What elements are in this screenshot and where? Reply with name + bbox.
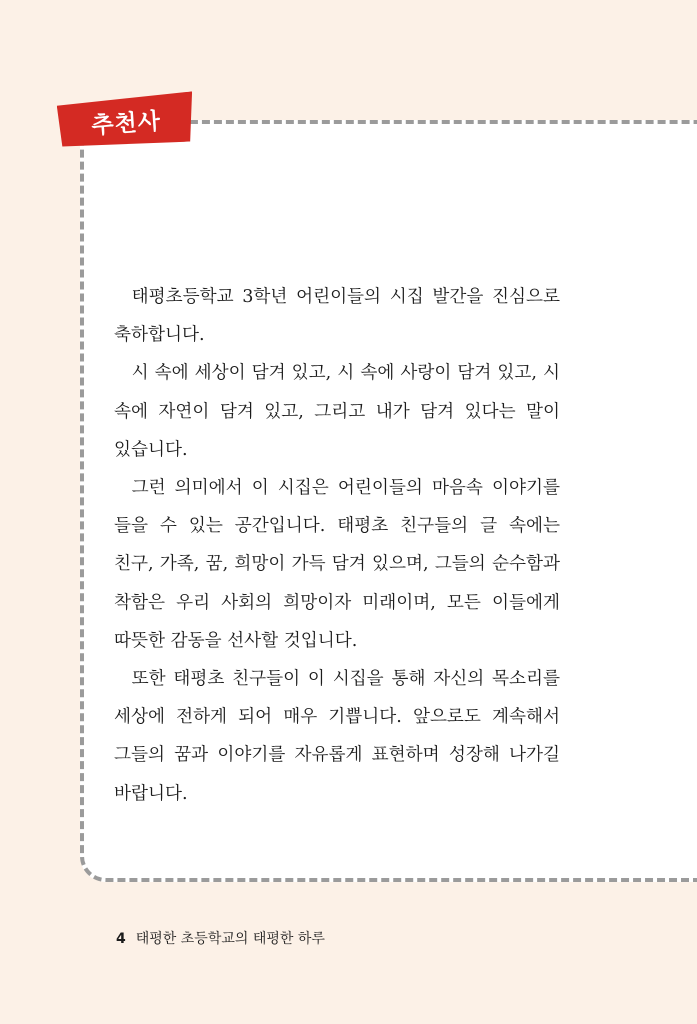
paragraph-2: 시 속에 세상이 담겨 있고, 시 속에 사랑이 담겨 있고, 시 속에 자연이 담겨 있고, 그리고 내가 담겨 있다는 말이 있습니다. bbox=[114, 363, 560, 460]
recommendation-text bbox=[114, 278, 560, 813]
section-tab bbox=[56, 91, 195, 150]
paragraph-1: 태평초등학교 3학년 어린이들의 시집 발간을 진심으로 축하합니다. bbox=[114, 287, 560, 346]
paragraph-3: 그런 의미에서 이 시집은 어린이들의 마음속 이야기를 들을 수 있는 공간입니다. 태평초 친구들의 글 속에는 친구, 가족, 꿈, 희망이 가득 담겨 있으며, 그들의 순수함과 착함은 우리 사회의 희망이자 미래이며, 모든 이들에게 따뜻한 감동을 선사할 것입니다. bbox=[114, 478, 560, 651]
section-tab-label: 추천사 bbox=[90, 108, 162, 139]
book-title: 태평한 초등학교의 태평한 하루 bbox=[135, 931, 325, 947]
page-footer bbox=[116, 928, 325, 948]
page-number: 4 bbox=[116, 931, 126, 947]
paragraph-4: 또한 태평초 친구들이 이 시집을 통해 자신의 목소리를 세상에 전하게 되어 매우 기쁩니다. 앞으로도 계속해서 그들의 꿈과 이야기를 자유롭게 표현하며 성장해 나가길 바랍니다. bbox=[114, 669, 560, 804]
